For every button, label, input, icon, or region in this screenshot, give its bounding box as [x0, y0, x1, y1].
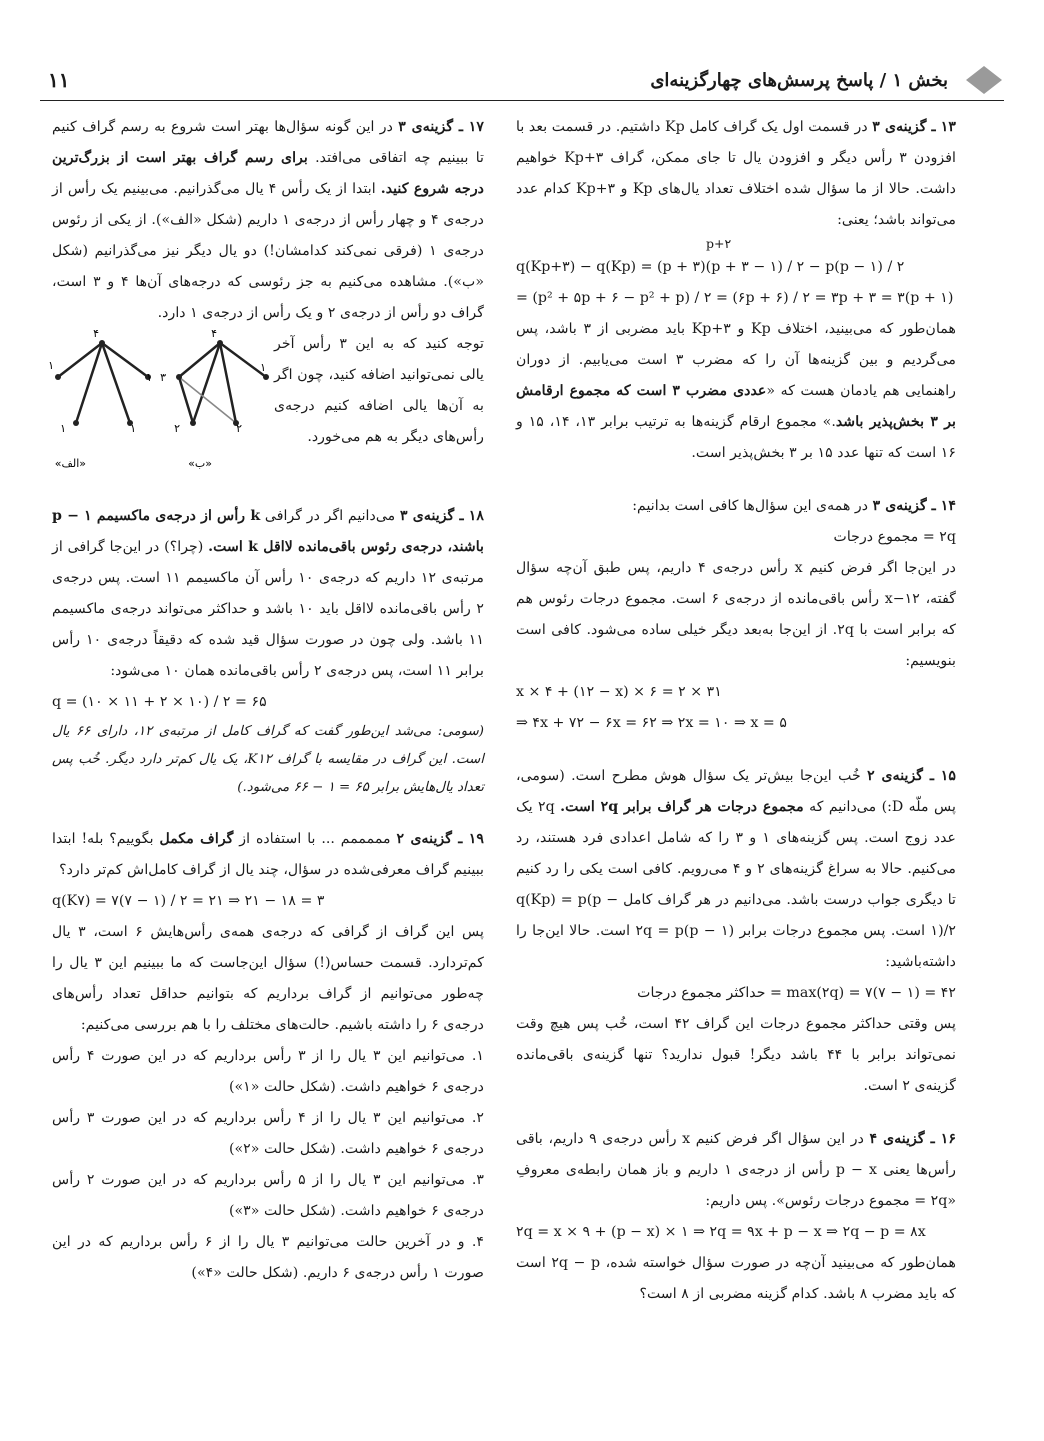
- answer-13-text: در قسمت اول یک گراف کامل Kp داشتیم. در قسمت بعد با افزودن ۳ رأس دیگر و افزودن یال تا جای ممکن، گراف Kp+۳ خواهیم داشت. حالا از ما سؤال شده اختلاف تعداد یال‌های Kp و Kp+۳ کدام عدد می‌تواند باشد؛ یعنی:: [516, 119, 956, 228]
- left-column: [48, 112, 485, 1311]
- answer-15-body: ۲q یک عدد زوج است. پس گزینه‌های ۱ و ۳ را که شامل اعدادی فرد هستند، رد می‌کنیم. حالا به سراغ گزینه‌های ۲ و ۴ می‌رویم. کافی است یکی را رد کنیم تا دیگری جواب درست باشد. می‌دانیم در هر گراف کامل q(Kp) = p(p − ۱)/۲ است. پس مجموع درجات برابر ۲q = p(p − ۱) است. حالا این‌جا را داشته‌باشید:: [516, 799, 957, 970]
- answer-15-text: خُب این‌جا بیش‌تر یک سؤال هوش مطرح است. (سومی، پس ملّه D:) می‌دانیم که: [516, 768, 956, 815]
- graph-b-caption: «ب»: [188, 457, 212, 470]
- graph-alef-vertices: [55, 340, 151, 426]
- answer-18-rule: k رأس از درجه‌ی ماکسیمم p − ۱ باشند، درجه‌ی رئوس باقی‌مانده لااقل k است.: [52, 508, 485, 555]
- graph-alef-degree-left: ۱: [48, 359, 54, 372]
- right-column: [516, 112, 956, 1332]
- answer-13: [516, 112, 956, 469]
- answer-14-lead: ۱۴ ـ گزینه‌ی ۳: [872, 498, 956, 514]
- answer-14-body: در این‌جا اگر فرض کنیم x رأس درجه‌ی ۴ داریم، پس طبق آن‌چه سؤال گفته، x−۱۲ رأس باقی‌مانده از درجه‌ی ۶ است. مجموع درجات رئوس هم که برابر است با ۲q. از این‌جا به‌بعد دیگر خیلی ساده می‌شود. کافی است بنویسیم:: [516, 560, 956, 669]
- section-title: بخش ۱ / پاسخ پرسش‌های چهارگزینه‌ای: [650, 70, 948, 91]
- answer-18-note: (سومی: می‌شد این‌طور گفت که گراف کامل از مرتبه‌ی ۱۲، دارای ۶۶ یال است. این گراف در مقایسه با گراف K۱۲، یک یال کم‌تر دارد دیگر. خُب پس تعداد یال‌هایش برابر ۶۵ = ۱ − ۶۶ می‌شود.): [52, 724, 484, 795]
- answer-19-case-4: ۴. و در آخرین حالت می‌توانیم ۳ یال را از ۶ رأس برداریم که در این صورت ۱ رأس درجه‌ی ۶ داریم. (شکل حالت «۴»): [52, 1234, 484, 1281]
- answer-19-text-b: بگوییم؟ بله! ابتدا ببینیم گراف معرفی‌شده در سؤال، چند یال از گراف کامل‌اش کم‌تر دارد؟: [52, 831, 484, 878]
- answer-15-lead: ۱۵ ـ گزینه‌ی ۲: [867, 768, 957, 784]
- answer-17-body: ابتدا از یک رأس ۴ یال می‌گذرانیم. می‌بینیم یک رأس از درجه‌ی ۴ و چهار رأس از درجه‌ی ۱ داریم (شکل «الف»). از یکی از رئوس درجه‌ی ۱ (فرقی نمی‌کند کدامشان!) دو یال دیگر نیز می‌گذرانیم (شکل «ب»). مشاهده می‌کنیم به جز رئوسی که درجه‌های آن‌ها ۴ و ۳ است، گراف دو رأس از درجه‌ی ۲ و یک رأس از درجه‌ی ۱ دارد.: [52, 181, 485, 321]
- answer-13-rule: عددی مضرب ۳ است که مجموع ارقامش بر ۳ بخش‌پذیر باشد: [516, 383, 956, 430]
- answer-19-text-a: مممممم ... با استفاده از: [239, 831, 391, 847]
- answer-13-equation-2: = (p² + ۵p + ۶ − p² + p) / ۲ = (۶p + ۶) / ۲ = ۳p + ۳ = ۳(p + ۱): [516, 290, 954, 306]
- answer-17-rule: برای رسم گراف بهتر است از بزرگ‌ترین درجه شروع کنید.: [52, 150, 484, 197]
- graph-b-degree-top: ۴: [211, 327, 217, 340]
- answer-19-case-2: ۲. می‌توانیم این ۳ یال را از ۴ رأس برداریم که در این صورت ۳ رأس درجه‌ی ۶ خواهیم داشت. (شکل حالت «۲»): [52, 1110, 485, 1157]
- graph-b-degree-bottom-right: ۲: [236, 422, 242, 435]
- answer-17-figure-block: [48, 327, 484, 479]
- answer-18-text: می‌دانیم اگر در گرافی: [264, 508, 396, 524]
- answer-13-conclusion-a: همان‌طور که می‌بینید، اختلاف Kp و Kp+۳ باید مضربی از ۳ باشد، پس می‌گردیم و بین گزینه‌ها آن را که مضرب ۳ است می‌یابیم. از دوران راهنمایی هم یادمان هست که «: [516, 321, 956, 399]
- graph-b-degree-left: ۳: [160, 371, 166, 384]
- graph-alef-caption: «الف»: [54, 457, 86, 470]
- page-number: ۱۱: [48, 68, 70, 92]
- answer-19-case-3: ۳. می‌توانیم این ۳ یال را از ۵ رأس برداریم که در این صورت ۲ رأس درجه‌ی ۶ خواهیم داشت. (شکل حالت «۳»): [52, 1172, 485, 1219]
- header-divider: [40, 100, 1004, 101]
- answer-16-text: در این سؤال اگر فرض کنیم x رأس درجه‌ی ۹ داریم، باقی رأس‌ها یعنی p − x رأس از درجه‌ی ۱ داریم و باز همان رابطه‌ی معروفِ «۲q = مجموع درجات رئوس». پس داریم:: [516, 1131, 956, 1209]
- answer-14-equation-3: ⇒ ۴x + ۷۲ − ۶x = ۶۲ ⇒ ۲x = ۱۰ ⇒ x = ۵: [516, 715, 787, 731]
- answer-14-equation-1: ۲q = مجموع درجات: [833, 529, 956, 545]
- graph-b-degree-bottom-left: ۲: [174, 422, 180, 435]
- answer-16-lead: ۱۶ ـ گزینه‌ی ۴: [869, 1131, 957, 1147]
- page-header: [40, 62, 1004, 102]
- answer-13-brace: p+۲: [706, 236, 732, 251]
- graph-b: [179, 343, 266, 423]
- answer-19-case-1: ۱. می‌توانیم این ۳ یال را از ۳ رأس برداریم که در این صورت ۴ رأس درجه‌ی ۶ خواهیم داشت. (شکل حالت «۱»): [52, 1048, 485, 1095]
- answer-19: [52, 824, 484, 1289]
- answer-13-equation-1: q(Kp+۳) − q(Kp) = (p + ۳)(p + ۳ − ۱) / ۲ − p(p − ۱) / ۲: [516, 259, 905, 275]
- graph-alef: [58, 343, 148, 423]
- graph-alef-degree-top: ۴: [93, 327, 99, 340]
- answer-17-text: در این گونه سؤال‌ها بهتر است شروع به رسم گراف کنیم تا ببینیم چه اتفاقی می‌افتد.: [52, 119, 485, 166]
- answer-15-equation: max(۲q) = ۷(۷ − ۱) = ۴۲ = حداکثر مجموع درجات: [637, 985, 956, 1001]
- answer-14: [516, 491, 956, 739]
- answer-14-equation-2: x × ۴ + (۱۲ − x) × ۶ = ۲ × ۳۱: [516, 684, 722, 700]
- answer-16: [516, 1124, 956, 1310]
- answer-18-body: (چرا؟) در این‌جا گرافی از مرتبه‌ی ۱۲ داریم که درجه‌ی ۱۰ رأس آن ماکسیمم ۱۱ است. پس درجه‌ی ۲ رأس باقی‌مانده لااقل باید ۱۰ باشد و حداکثر می‌تواند درجه‌ی ماکسیمم ۱۱ باشد. ولی چون در صورت سؤال قید شده که دقیقاً درجه‌ی ۱۰ رأس برابر ۱۱ است، پس درجه‌ی ۲ رأس باقی‌مانده همان ۱۰ می‌شود:: [52, 539, 485, 679]
- graph-alef-degree-bottom-left: ۱: [60, 422, 66, 435]
- answer-19-body: پس این گراف از گرافی که درجه‌ی همه‌ی رأس‌هایش ۶ است، ۳ یال کم‌تردارد. قسمت حساس(!) سؤال این‌جاست که ما ببینیم این ۳ یال را چه‌طور می‌توانیم از گراف برداریم که بتوانیم حداقل تعداد رأس‌های درجه‌ی ۶ را داشته باشیم. حالت‌های مختلف را با هم بررسی می‌کنیم:: [52, 924, 484, 1033]
- diamond-icon: [964, 64, 1004, 96]
- graph-figures: [48, 327, 274, 473]
- answer-16-conclusion: همان‌طور که می‌بینید آن‌چه در صورت سؤال خواسته شده، ۲q − p است که باید مضرب ۸ باشد. کدام گزینه مضربی از ۸ است؟: [516, 1255, 956, 1302]
- answer-15-rule: مجموع درجات هر گراف برابر ۲q است.: [560, 799, 804, 815]
- answer-19-equation: q(K۷) = ۷(۷ − ۱) / ۲ = ۲۱ ⇒ ۲۱ − ۱۸ = ۳: [52, 893, 325, 909]
- answer-13-conclusion-b: .» مجموع ارقام گزینه‌ها به ترتیب برابر ۱۳، ۱۴، ۱۵ و ۱۶ است که تنها عدد ۱۵ بر ۳ بخش‌پذیر است.: [516, 414, 956, 461]
- answer-18-equation: q = (۱۰ × ۱۱ + ۲ × ۱۰) / ۲ = ۶۵: [52, 694, 267, 710]
- answer-17-lead: ۱۷ ـ گزینه‌ی ۳: [398, 119, 485, 135]
- answer-17: [48, 112, 485, 479]
- answer-18: [52, 501, 484, 802]
- answer-19-keyword: گراف مکمل: [159, 831, 234, 847]
- answer-19-lead: ۱۹ ـ گزینه‌ی ۲: [396, 831, 484, 847]
- graph-b-degree-right: ۱: [260, 361, 266, 374]
- answer-15: [516, 761, 956, 1102]
- answer-14-text: در همه‌ی این سؤال‌ها کافی است بدانیم:: [632, 498, 869, 514]
- graph-alef-degree-right: ۱: [146, 371, 152, 384]
- answer-15-conclusion: پس وقتی حداکثر مجموع درجات این گراف ۴۲ است، خُب پس هیچ وقت نمی‌تواند برابر با ۴۴ باشد دیگر! قبول ندارید؟ تنها گزینه‌ی باقی‌مانده گزینه‌ی ۲ است.: [516, 1016, 956, 1094]
- graph-alef-degree-bottom-right: ۱: [130, 422, 136, 435]
- answer-18-lead: ۱۸ ـ گزینه‌ی ۳: [399, 508, 484, 524]
- answer-13-lead: ۱۳ ـ گزینه‌ی ۳: [872, 119, 957, 135]
- answer-17-note: توجه کنید که به این ۳ رأس آخر یالی نمی‌توانید اضافه کنید، چون اگر به آن‌ها یالی اضافه کنیم درجه‌ی رأس‌های دیگر به هم می‌خورد.: [274, 336, 484, 445]
- answer-16-equation: ۲q = x × ۹ + (p − x) × ۱ ⇒ ۲q = ۹x + p − x ⇒ ۲q − p = ۸x: [516, 1224, 926, 1240]
